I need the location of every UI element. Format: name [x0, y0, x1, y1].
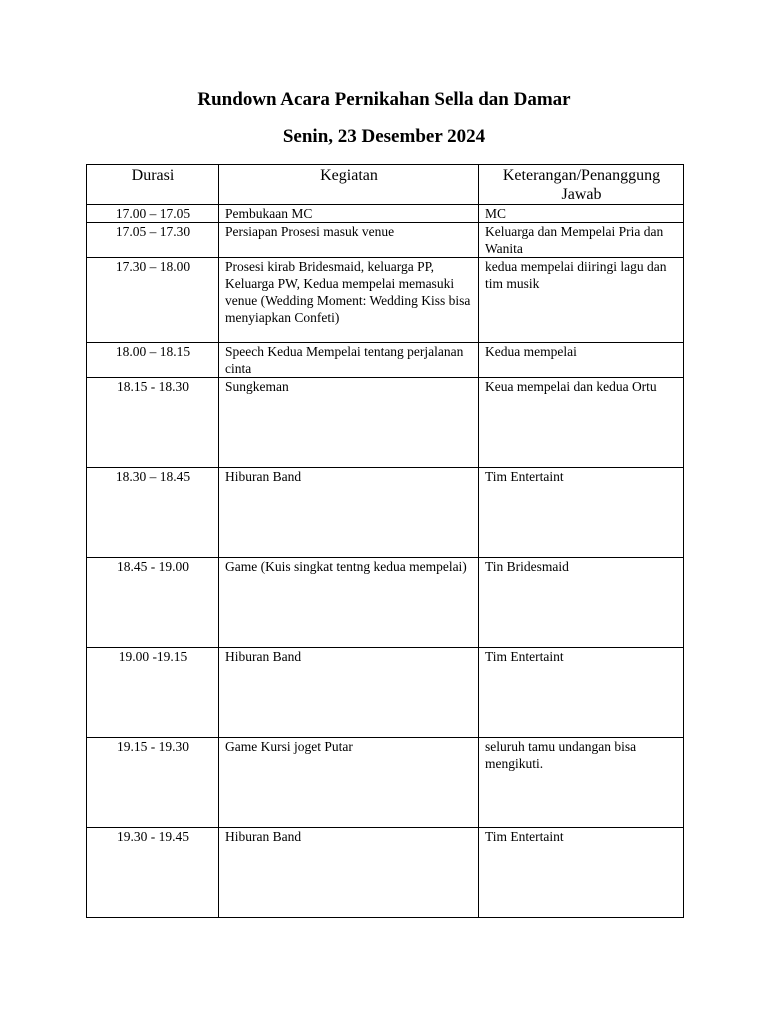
document-title: Rundown Acara Pernikahan Sella dan Damar — [197, 89, 571, 110]
cell-durasi: 17.05 – 17.30 — [87, 223, 219, 258]
cell-keterangan: Tin Bridesmaid — [479, 558, 684, 648]
cell-durasi: 17.30 – 18.00 — [87, 258, 219, 343]
cell-durasi: 17.00 – 17.05 — [87, 205, 219, 223]
header-keterangan: Keterangan/Penanggung Jawab — [479, 165, 684, 205]
header-durasi: Durasi — [87, 165, 219, 205]
cell-durasi: 19.00 -19.15 — [87, 648, 219, 738]
table-row — [87, 828, 684, 918]
cell-keterangan: kedua mempelai diiringi lagu dan tim musik — [479, 258, 684, 343]
document-date: Senin, 23 Desember 2024 — [282, 126, 486, 147]
cell-keterangan: Tim Entertaint — [479, 828, 684, 918]
table-row — [87, 258, 684, 343]
cell-durasi: 19.30 - 19.45 — [87, 828, 219, 918]
cell-kegiatan: Pembukaan MC — [219, 205, 479, 223]
table-row — [87, 738, 684, 828]
header-kegiatan: Kegiatan — [219, 165, 479, 205]
table-row — [87, 468, 684, 558]
cell-keterangan: seluruh tamu undangan bisa mengikuti. — [479, 738, 684, 828]
table-row — [87, 558, 684, 648]
cell-durasi: 18.30 – 18.45 — [87, 468, 219, 558]
table-row — [87, 205, 684, 223]
cell-keterangan: Kedua mempelai — [479, 343, 684, 378]
table-row — [87, 223, 684, 258]
cell-kegiatan: Persiapan Prosesi masuk venue — [219, 223, 479, 258]
cell-durasi: 18.45 - 19.00 — [87, 558, 219, 648]
table-row — [87, 343, 684, 378]
cell-kegiatan: Sungkeman — [219, 378, 479, 468]
table-row — [87, 648, 684, 738]
cell-keterangan: Tim Entertaint — [479, 648, 684, 738]
cell-kegiatan: Hiburan Band — [219, 648, 479, 738]
cell-keterangan: Tim Entertaint — [479, 468, 684, 558]
cell-keterangan: MC — [479, 205, 684, 223]
cell-keterangan: Keua mempelai dan kedua Ortu — [479, 378, 684, 468]
cell-durasi: 19.15 - 19.30 — [87, 738, 219, 828]
table-header-row — [87, 165, 684, 205]
cell-kegiatan: Hiburan Band — [219, 468, 479, 558]
cell-durasi: 18.15 - 18.30 — [87, 378, 219, 468]
cell-kegiatan: Game (Kuis singkat tentng kedua mempelai) — [219, 558, 479, 648]
rundown-table — [86, 164, 684, 918]
cell-kegiatan: Prosesi kirab Bridesmaid, keluarga PP, Keluarga PW, Kedua mempelai memasuki venue (Wedding Moment: Wedding Kiss bisa menyiapkan Confeti) — [219, 258, 479, 343]
cell-durasi: 18.00 – 18.15 — [87, 343, 219, 378]
cell-kegiatan: Speech Kedua Mempelai tentang perjalanan cinta — [219, 343, 479, 378]
cell-kegiatan: Hiburan Band — [219, 828, 479, 918]
cell-kegiatan: Game Kursi joget Putar — [219, 738, 479, 828]
cell-keterangan: Keluarga dan Mempelai Pria dan Wanita — [479, 223, 684, 258]
table-row — [87, 378, 684, 468]
